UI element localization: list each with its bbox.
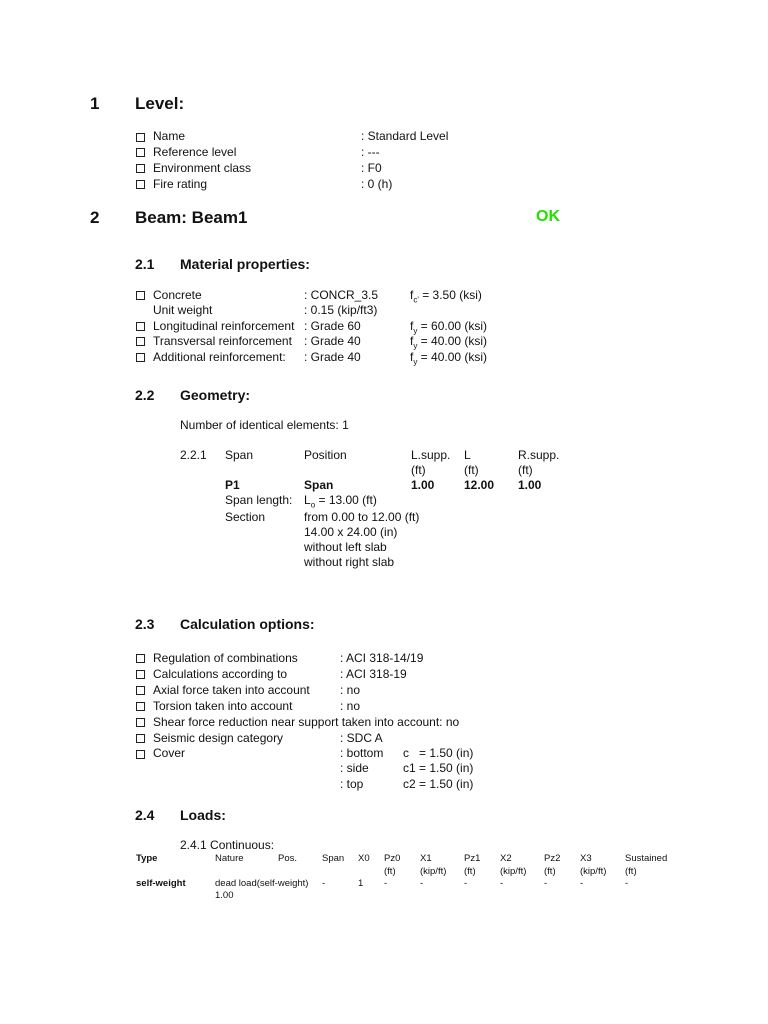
section-2-2-number: 2.2 [135, 387, 155, 403]
cell-sustained: - [625, 878, 629, 889]
transversal-reinf-label: Transversal reinforcement [153, 334, 292, 348]
concrete-label: Concrete [153, 288, 202, 302]
level-name-value: : Standard Level [361, 129, 449, 143]
checkbox-icon [136, 718, 145, 727]
section-2-number: 2 [90, 208, 100, 227]
option-label: Regulation of combinations [153, 651, 298, 665]
col-nature: Nature [215, 853, 244, 864]
environment-class-value: : F0 [361, 161, 382, 175]
col-span: Span [225, 448, 254, 462]
unit-x2: (kip/ft) [500, 866, 527, 877]
fire-rating-value: : 0 (h) [361, 177, 393, 191]
cell-x2: - [500, 878, 504, 889]
checkbox-icon [136, 750, 145, 759]
unit-weight-value: : 0.15 (kip/ft3) [304, 303, 378, 317]
col-x1: X1 [420, 853, 432, 864]
unit-rsupp: (ft) [518, 463, 533, 477]
unit-weight-label: Unit weight [153, 303, 213, 317]
checkbox-icon [136, 337, 145, 346]
section-1-title: Level: [135, 94, 185, 113]
option-label: Seismic design category [153, 731, 284, 745]
col-x3: X3 [580, 853, 592, 864]
cell-x3: - [580, 878, 584, 889]
unit-l: (ft) [464, 463, 479, 477]
cover-value: = 1.50 (in) [419, 761, 474, 775]
option-value: : SDC A [340, 731, 383, 745]
span-position: Span [304, 478, 334, 492]
option-label: Cover [153, 746, 186, 760]
span-length-label: Span length: [225, 493, 293, 507]
unit-pz2: (ft) [544, 866, 556, 877]
longitudinal-reinf-value: : Grade 60 [304, 319, 361, 333]
section-2-4-number: 2.4 [135, 807, 155, 823]
col-pz2: Pz2 [544, 853, 561, 864]
section-line: without left slab [304, 540, 387, 554]
col-pz0: Pz0 [384, 853, 401, 864]
section-1-number: 1 [90, 94, 100, 113]
section-2-3-title: Calculation options: [180, 616, 315, 632]
span-lsupp: 1.00 [411, 478, 435, 492]
transversal-reinf-strength: $f_y = 40.00$ (ksi) [410, 334, 488, 351]
transversal-reinf-value: : Grade 40 [304, 334, 361, 348]
section-2-1-title: Material properties: [180, 256, 310, 272]
cover-sym: c [403, 746, 409, 760]
option-label: Shear force reduction near support taken into account: no [153, 715, 460, 729]
section-label: Section [225, 510, 266, 524]
level-name-label: Name [153, 129, 186, 143]
concrete-strength: $f_{c'} = 3.50$ (ksi) [410, 288, 482, 305]
cover-sym: c2 [403, 777, 416, 791]
unit-lsupp: (ft) [411, 463, 426, 477]
unit-pz0: (ft) [384, 866, 396, 877]
checkbox-icon [136, 322, 145, 331]
section-2-title: Beam: Beam1 [135, 208, 248, 227]
status-badge: OK [536, 208, 560, 225]
reference-level-value: : --- [361, 145, 380, 159]
cell-nature-cont: 1.00 [215, 890, 234, 901]
checkbox-icon [136, 654, 145, 663]
additional-reinf-value: : Grade 40 [304, 350, 361, 364]
option-value: : no [340, 699, 361, 713]
cell-x0: 1 [358, 878, 364, 889]
checkbox-icon [136, 164, 145, 173]
section-line: without right slab [304, 555, 395, 569]
option-label: Calculations according to [153, 667, 288, 681]
cell-pz0: - [384, 878, 388, 889]
additional-reinf-label: Additional reinforcement: [153, 350, 286, 364]
col-position: Position [304, 448, 347, 462]
section-line: 14.00 x 24.00 (in) [304, 525, 398, 539]
col-type: Type [136, 853, 158, 864]
fire-rating-label: Fire rating [153, 177, 208, 191]
cover-value: = 1.50 (in) [419, 777, 474, 791]
reference-level-label: Reference level [153, 145, 237, 159]
checkbox-icon [136, 734, 145, 743]
cover-pos: : bottom [340, 746, 384, 760]
col-span: Span [322, 853, 345, 864]
col-l: L [464, 448, 471, 462]
section-2-4-title: Loads: [180, 807, 226, 823]
span-id: P1 [225, 478, 240, 492]
cell-x1: - [420, 878, 424, 889]
unit-x3: (kip/ft) [580, 866, 607, 877]
cover-pos: : top [340, 777, 364, 791]
option-value: : no [340, 683, 361, 697]
checkbox-icon [136, 148, 145, 157]
option-value: : ACI 318-19 [340, 667, 407, 681]
checkbox-icon [136, 180, 145, 189]
unit-x1: (kip/ft) [420, 866, 447, 877]
col-lsupp: L.supp. [411, 448, 451, 462]
col-x0: X0 [358, 853, 370, 864]
span-length-value: $L_o = 13.00$ (ft) [304, 493, 377, 510]
checkbox-icon [136, 702, 145, 711]
subsection-number: 2.2.1 [180, 448, 207, 462]
section-line: from 0.00 to 12.00 (ft) [304, 510, 420, 524]
unit-sustained: (ft) [625, 866, 637, 877]
section-2-2-title: Geometry: [180, 387, 251, 403]
cell-pos: - [322, 878, 326, 889]
cover-pos: : side [340, 761, 369, 775]
unit-pz1: (ft) [464, 866, 476, 877]
cell-pz2: - [544, 878, 548, 889]
cover-sym: c1 [403, 761, 416, 775]
cell-nature: dead load(self-weight) [215, 878, 309, 889]
span-rsupp: 1.00 [518, 478, 542, 492]
cell-pz1: - [464, 878, 468, 889]
longitudinal-reinf-strength: $f_y = 60.00$ (ksi) [410, 319, 488, 336]
identical-elements: Number of identical elements: 1 [180, 418, 349, 432]
checkbox-icon [136, 133, 145, 142]
concrete-value: : CONCR_3.5 [304, 288, 379, 302]
checkbox-icon [136, 670, 145, 679]
additional-reinf-strength: $f_y = 40.00$ (ksi) [410, 350, 488, 367]
cell-type: self-weight [136, 878, 186, 889]
longitudinal-reinf-label: Longitudinal reinforcement [153, 319, 295, 333]
col-rsupp: R.supp. [518, 448, 560, 462]
option-value: : ACI 318-14/19 [340, 651, 424, 665]
col-sustained: Sustained [625, 853, 668, 864]
col-x2: X2 [500, 853, 512, 864]
checkbox-icon [136, 291, 145, 300]
checkbox-icon [136, 353, 145, 362]
option-label: Torsion taken into account [153, 699, 293, 713]
cover-value: = 1.50 (in) [419, 746, 474, 760]
subsection-continuous: 2.4.1 Continuous: [180, 838, 275, 852]
environment-class-label: Environment class [153, 161, 252, 175]
span-l: 12.00 [464, 478, 495, 492]
section-2-1-number: 2.1 [135, 256, 155, 272]
option-label: Axial force taken into account [153, 683, 310, 697]
section-2-3-number: 2.3 [135, 616, 155, 632]
col-pos: Pos. [278, 853, 298, 864]
col-pz1: Pz1 [464, 853, 481, 864]
checkbox-icon [136, 686, 145, 695]
